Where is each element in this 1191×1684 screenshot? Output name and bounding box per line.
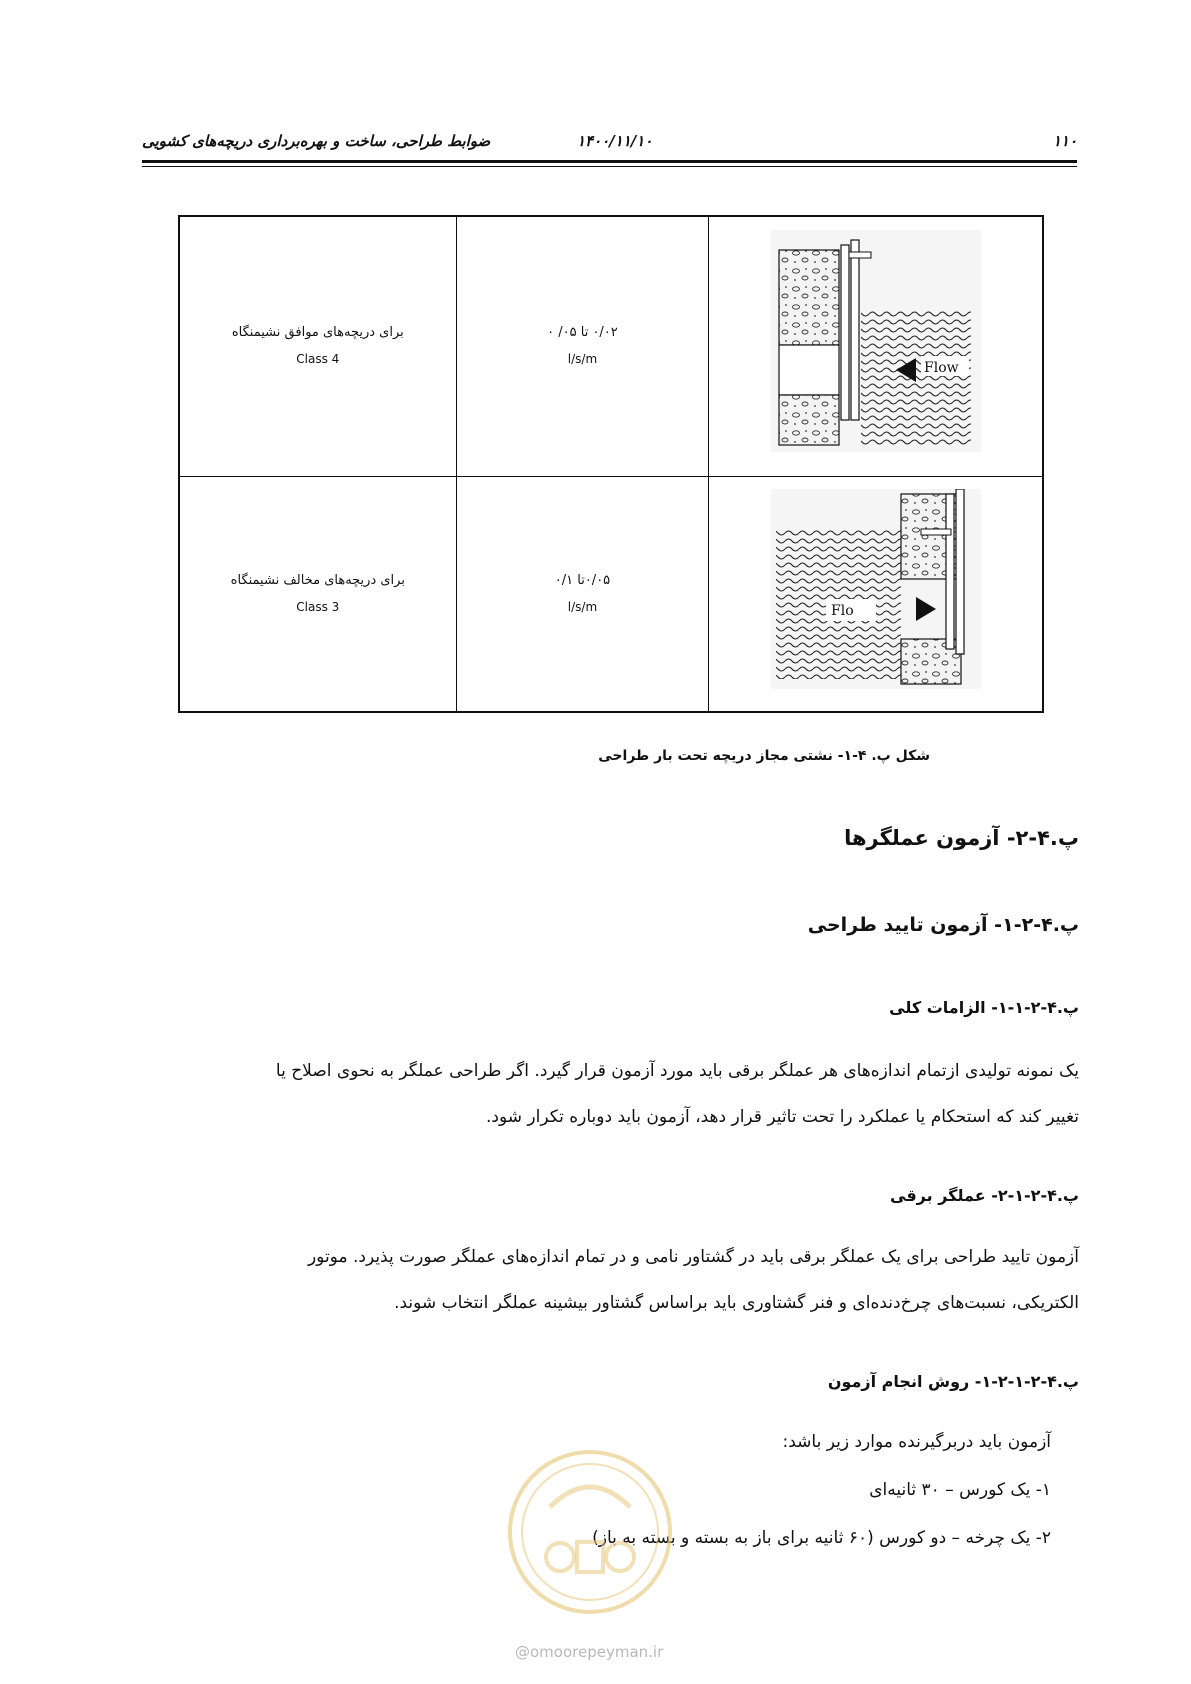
paragraph (142, 1234, 1079, 1326)
range-text: ۰/۰۵تا ۰/۱ (554, 572, 611, 588)
header-title: ضوابط طراحی، ساخت و بهره‌برداری دریچه‌های کشویی (142, 132, 491, 150)
unit-text: l/s/m (567, 352, 598, 367)
class-label: Class 4 (296, 352, 340, 367)
range-text: ۰/۰۲ تا ۰۵/ ۰ (547, 325, 618, 341)
subsubsection-heading: پ.۴-۲-۱-۲-۱- روش انجام آزمون (827, 1372, 1079, 1391)
paragraph-line: تغییر کند که استحکام یا عملکرد را تحت تاثیر قرار دهد، آزمون باید دوباره تکرار شود. (486, 1107, 1079, 1127)
paragraph-line: آزمون تایید طراحی برای یک عملگر برقی باید در گشتاور نامی و در تمام اندازه‌های عملگر صورت پذیرد. موتور (307, 1247, 1079, 1267)
table-row (179, 476, 1043, 712)
figure-caption: شکل پ. ۴-۱- نشتی مجاز دریچه تحت بار طراحی (598, 748, 930, 764)
watermark-text: @omoorepeyman.ir (515, 1643, 664, 1661)
paragraph-line: الکتریکی، نسبت‌های چرخ‌دنده‌ای و فنر گشتاوری باید براساس گشتاور بیشینه عملگر انتخاب شوند. (394, 1293, 1079, 1313)
class-label: Class 3 (296, 599, 340, 614)
list-item: ۲- یک چرخه – دو کورس (۶۰ ثانیه برای باز به بسته و بسته به باز) (592, 1528, 1051, 1548)
paragraph (142, 1048, 1079, 1140)
section-heading: پ.۴-۲- آزمون عملگرها (844, 826, 1079, 850)
header-rule (142, 160, 1077, 163)
flow-label: Flo (830, 602, 854, 619)
subsection-heading: پ.۴-۲-۱- آزمون تایید طراحی (807, 914, 1079, 936)
table-cell-figure (709, 476, 1043, 712)
subsubsection-heading: پ.۴-۲-۱-۱- الزامات کلی (889, 998, 1079, 1017)
subsubsection-heading: پ.۴-۲-۱-۲- عملگر برقی (890, 1186, 1079, 1205)
unit-text: l/s/m (567, 599, 598, 614)
table-cell-description (179, 216, 456, 476)
table-row (179, 216, 1043, 476)
table-cell-description (179, 476, 456, 712)
header-date: ۱۴۰۰/۱۱/۱۰ (577, 132, 653, 150)
table-cell-figure (709, 216, 1043, 476)
publisher-stamp-logo (505, 1447, 675, 1617)
leakage-table (178, 215, 1044, 713)
gate-seating-figure (771, 489, 981, 689)
list-intro: آزمون باید دربرگیرنده موارد زیر باشد: (782, 1432, 1051, 1452)
list-item: ۱- یک کورس – ۳۰ ثانیه‌ای (869, 1480, 1051, 1500)
table-cell-range (456, 476, 709, 712)
description-text: برای دریچه‌های مخالف نشیمنگاه (230, 572, 405, 588)
header-rule-thin (142, 166, 1077, 167)
table-cell-range (456, 216, 709, 476)
paragraph-line: یک نمونه تولیدی ازتمام اندازه‌های هر عملگر برقی باید مورد آزمون قرار گیرد. اگر طراحی عملگر به نحوی اصلاح یا (275, 1061, 1079, 1081)
page-header (142, 128, 1077, 160)
description-text: برای دریچه‌های موافق نشیمنگاه (231, 325, 404, 341)
flow-label: Flow (923, 360, 959, 377)
gate-seating-figure (771, 230, 981, 452)
page-number: ۱۱۰ (1052, 132, 1077, 150)
